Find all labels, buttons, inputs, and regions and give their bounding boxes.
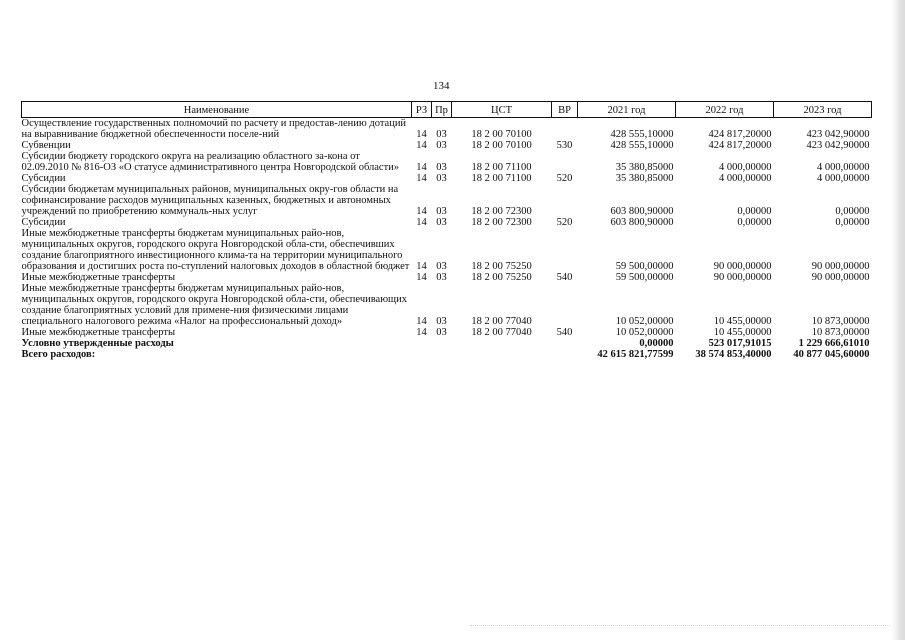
cell-2021: 603 800,90000 — [610, 206, 674, 217]
cell-2021: 35 380,85000 — [615, 173, 674, 184]
cell-cst: 18 2 00 72300 — [471, 206, 532, 217]
cell-rz: 14 — [416, 140, 427, 151]
cell-pr: 03 — [436, 272, 447, 283]
cell-rz: 14 — [416, 261, 427, 272]
cell-2023: 0,00000 — [835, 206, 870, 217]
cell-vr — [552, 184, 578, 217]
cell-pr: 03 — [436, 261, 447, 272]
cell-vr — [552, 349, 578, 360]
cell-cst: 18 2 00 75250 — [471, 261, 532, 272]
cell-rz: 14 — [416, 129, 427, 140]
table-row — [22, 283, 872, 327]
cell-rz: 14 — [416, 217, 427, 228]
cell-rz: 14 — [416, 327, 427, 338]
cell-rz: 14 — [416, 173, 427, 184]
cell-2021: 603 800,90000 — [610, 217, 674, 228]
cell-2022: 4 000,00000 — [719, 162, 772, 173]
table-row — [22, 327, 872, 338]
cell-2021: 10 052,00000 — [615, 327, 674, 338]
cell-2023: 90 000,00000 — [811, 261, 870, 272]
table-row — [22, 140, 872, 151]
cell-vr: 530 — [556, 140, 573, 151]
cell-pr: 03 — [436, 316, 447, 327]
header-vr: ВР — [552, 102, 578, 118]
scan-footer-noise — [470, 625, 890, 630]
table-row — [22, 272, 872, 283]
cell-cst: 18 2 00 70100 — [471, 140, 532, 151]
cell-2021: 10 052,00000 — [615, 316, 674, 327]
cell-2022: 4 000,00000 — [719, 173, 772, 184]
cell-cst — [452, 338, 552, 349]
cell-name: Условно утвержденные расходы — [21, 338, 174, 349]
cell-cst: 18 2 00 71100 — [471, 173, 532, 184]
cell-pr — [432, 338, 452, 349]
table-total-row — [22, 338, 872, 349]
cell-vr: 540 — [556, 327, 573, 338]
cell-cst: 18 2 00 72300 — [471, 217, 532, 228]
cell-name: Субсидии бюджету городского округа на реализацию областного за-кона от 02.09.2010 № 816-ОЗ «О статусе административного центра Новгородской области» — [21, 151, 400, 173]
cell-name: Иные межбюджетные трансферты бюджетам муниципальных райо-нов, муниципальных округов, городского округа Новгородской обла-сти, обеспечивающих создание благоприятных условий для примене-ния физическими лицами специального налогового режима «Налог на профессиональный доход» — [21, 283, 408, 327]
cell-2022: 424 817,20000 — [708, 129, 772, 140]
table-header-row — [22, 102, 872, 118]
cell-name: Всего расходов: — [21, 349, 96, 360]
cell-pr: 03 — [436, 129, 447, 140]
cell-vr — [552, 338, 578, 349]
header-2021: 2021 год — [578, 102, 676, 118]
cell-2023: 4 000,00000 — [817, 173, 870, 184]
cell-name: Иные межбюджетные трансферты — [21, 327, 176, 338]
cell-2021: 0,00000 — [639, 338, 674, 349]
cell-2022: 0,00000 — [737, 217, 772, 228]
cell-rz: 14 — [416, 162, 427, 173]
cell-pr: 03 — [436, 140, 447, 151]
cell-pr: 03 — [436, 327, 447, 338]
cell-name: Субсидии — [21, 173, 66, 184]
cell-name: Субсидии — [21, 217, 66, 228]
cell-vr — [552, 228, 578, 272]
cell-vr: 520 — [556, 173, 573, 184]
cell-name: Иные межбюджетные трансферты бюджетам муниципальных райо-нов, муниципальных округов, городского округа Новгородской обла-сти, обеспечивших создание благоприятного инвестиционного клима-та на территории муниципального образования и достигших роста по-ступлений налоговых доходов в областной бюджет — [21, 228, 410, 272]
cell-rz — [412, 338, 432, 349]
header-name: Наименование — [22, 102, 412, 118]
scan-edge-shadow — [891, 0, 905, 640]
cell-2023: 4 000,00000 — [817, 162, 870, 173]
cell-cst — [452, 349, 552, 360]
cell-rz: 14 — [416, 272, 427, 283]
cell-vr: 540 — [556, 272, 573, 283]
table-row — [22, 228, 872, 272]
cell-pr: 03 — [436, 206, 447, 217]
cell-pr — [432, 349, 452, 360]
cell-2023: 423 042,90000 — [806, 129, 870, 140]
cell-rz: 14 — [416, 316, 427, 327]
cell-name: Иные межбюджетные трансферты — [21, 272, 176, 283]
cell-name: Субсидии бюджетам муниципальных районов, муниципальных окру-гов области на софинансирование расходов муниципальных казенных, бюджетных и автономных учреждений по приобретению коммуналь-ных услуг — [21, 184, 399, 217]
cell-2021: 59 500,00000 — [615, 272, 674, 283]
cell-2023: 10 873,00000 — [811, 327, 870, 338]
cell-2021: 59 500,00000 — [615, 261, 674, 272]
cell-vr — [552, 118, 578, 141]
cell-2022: 523 017,91015 — [708, 338, 772, 349]
table-row — [22, 173, 872, 184]
cell-2022: 90 000,00000 — [713, 272, 772, 283]
cell-rz: 14 — [416, 206, 427, 217]
cell-rz — [412, 349, 432, 360]
cell-name: Осуществление государственных полномочий по расчету и предостав-лению дотаций на выравнивание бюджетной обеспеченности поселе-ний — [21, 118, 407, 140]
page-number: 134 — [433, 80, 450, 92]
cell-2022: 424 817,20000 — [708, 140, 772, 151]
table-total-row — [22, 349, 872, 360]
cell-cst: 18 2 00 75250 — [471, 272, 532, 283]
cell-vr: 520 — [556, 217, 573, 228]
cell-cst: 18 2 00 70100 — [471, 129, 532, 140]
cell-pr: 03 — [436, 173, 447, 184]
cell-2023: 1 229 666,61010 — [798, 338, 870, 349]
cell-name: Субвенции — [21, 140, 71, 151]
cell-cst: 18 2 00 71100 — [471, 162, 532, 173]
cell-2022: 10 455,00000 — [713, 327, 772, 338]
cell-2021: 42 615 821,77599 — [597, 349, 674, 360]
cell-cst: 18 2 00 77040 — [471, 327, 532, 338]
table-row — [22, 184, 872, 217]
cell-2023: 40 877 045,60000 — [793, 349, 870, 360]
cell-2023: 423 042,90000 — [806, 140, 870, 151]
cell-vr — [552, 283, 578, 327]
cell-2023: 10 873,00000 — [811, 316, 870, 327]
table-body — [22, 118, 872, 361]
cell-2022: 90 000,00000 — [713, 261, 772, 272]
header-2023: 2023 год — [774, 102, 872, 118]
cell-cst: 18 2 00 77040 — [471, 316, 532, 327]
cell-vr — [552, 151, 578, 173]
cell-2021: 428 555,10000 — [610, 129, 674, 140]
cell-2023: 90 000,00000 — [811, 272, 870, 283]
header-cst: ЦСТ — [452, 102, 552, 118]
cell-2021: 35 380,85000 — [615, 162, 674, 173]
cell-2021: 428 555,10000 — [610, 140, 674, 151]
cell-2022: 10 455,00000 — [713, 316, 772, 327]
header-rz: РЗ — [412, 102, 432, 118]
header-pr: Пр — [432, 102, 452, 118]
cell-2022: 38 574 853,40000 — [695, 349, 772, 360]
table-row — [22, 118, 872, 141]
budget-table-container — [21, 101, 871, 360]
cell-2022: 0,00000 — [737, 206, 772, 217]
table-row — [22, 151, 872, 173]
header-2022: 2022 год — [676, 102, 774, 118]
table-row — [22, 217, 872, 228]
cell-pr: 03 — [436, 162, 447, 173]
cell-pr: 03 — [436, 217, 447, 228]
budget-expenditure-table — [21, 101, 872, 360]
cell-2023: 0,00000 — [835, 217, 870, 228]
